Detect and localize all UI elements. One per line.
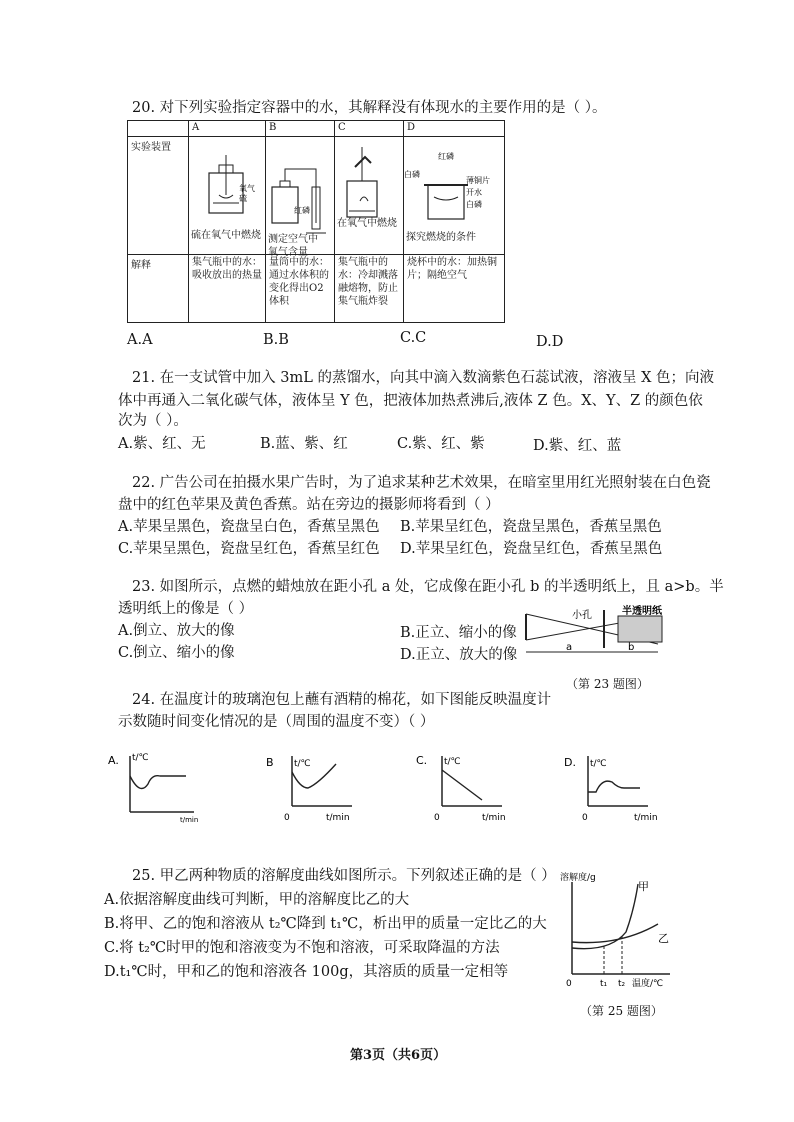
fig25-ylabel: 溶解度/g <box>560 873 596 883</box>
label-jia: 甲 <box>638 880 649 893</box>
fig-d <box>404 137 505 255</box>
q24-graph-c[interactable] <box>416 748 526 828</box>
graph-c-ylabel: t/℃ <box>444 757 461 767</box>
graph-a-ylabel: t/℃ <box>132 753 149 763</box>
label-hot-water: 开水 <box>466 188 482 197</box>
graph-b-xlabel: t/min <box>326 813 350 823</box>
graph-a-label: A. <box>108 754 119 767</box>
fig-a <box>189 137 266 255</box>
label-yi: 乙 <box>658 932 669 945</box>
q24-line2: 示数随时间变化情况的是（周围的温度不变）（ ） <box>118 714 435 730</box>
q22-option-c[interactable]: C.苹果呈黑色，瓷盘呈红色，香蕉呈红色 <box>118 541 380 557</box>
q23-caption: （第 23 题图） <box>566 677 649 691</box>
label-t2: t₂ <box>618 979 626 989</box>
graph-c-origin: 0 <box>434 813 440 823</box>
q20-option-a[interactable]: A.A <box>127 332 153 348</box>
q25-option-c[interactable]: C.将 t₂℃时甲的饱和溶液变为不饱和溶液，可采取降温的方法 <box>104 940 500 956</box>
header-blank <box>128 121 189 137</box>
graph-d-curve <box>588 781 640 792</box>
q21-option-d[interactable]: D.紫、红、蓝 <box>533 438 622 454</box>
q22-option-b[interactable]: B.苹果呈红色，瓷盘呈黑色，香蕉呈黑色 <box>400 519 662 535</box>
caption-a: 硫在氧气中燃烧 <box>191 230 261 241</box>
graph-c-label: C. <box>416 754 428 767</box>
curve-jia <box>572 884 638 949</box>
q24-graph-a[interactable] <box>108 748 218 828</box>
q22-option-d[interactable]: D.苹果呈红色，瓷盘呈红色，香蕉呈黑色 <box>400 541 663 557</box>
graph-b-origin: 0 <box>284 813 290 823</box>
label-t1: t₁ <box>600 979 608 989</box>
q20-option-c[interactable]: C.C <box>400 330 427 346</box>
label-d-white-phosphorus-bottom: 白磷 <box>466 200 482 209</box>
q24-graph-d[interactable] <box>564 748 674 828</box>
q24-graph-b[interactable] <box>266 748 376 828</box>
row-label-explain: 解释 <box>128 255 189 323</box>
caption-d: 探究燃烧的条件 <box>406 232 476 243</box>
fig-c <box>335 137 404 255</box>
graph-d-label: D. <box>564 756 576 769</box>
explain-b: 量筒中的水：通过水体积的变化得出O2体积 <box>266 255 335 323</box>
caption-b: 测定空气中氧气含量 <box>268 234 318 258</box>
explain-d: 烧杯中的水：加热铜片；隔绝空气 <box>404 255 505 323</box>
q24-line1: 24. 在温度计的玻璃泡包上蘸有酒精的棉花，如下图能反映温度计 <box>132 692 552 708</box>
header-a: A <box>189 121 266 137</box>
graph-d-xlabel: t/min <box>634 813 658 823</box>
q21-option-a[interactable]: A.紫、红、无 <box>118 436 206 452</box>
q23-figure <box>518 606 678 666</box>
header-d: D <box>404 121 505 137</box>
q22-line2: 盘中的红色苹果及黄色香蕉。站在旁边的摄影师将看到（ ） <box>118 497 500 513</box>
q22-line1: 22. 广告公司在拍摄水果广告时，为了追求某种艺术效果，在暗室里用红光照射装在白色瓷 <box>132 475 711 491</box>
curve-yi <box>572 924 658 943</box>
q23-option-c[interactable]: C.倒立、缩小的像 <box>118 645 235 661</box>
q25-option-d[interactable]: D.t₁℃时，甲和乙的饱和溶液各 100g，其溶质的质量一定相等 <box>104 964 509 980</box>
page-footer: 第3页（共6页） <box>350 1048 447 1063</box>
explain-a: 集气瓶中的水：吸收放出的热量 <box>189 255 266 323</box>
label-paper: 半透明纸 <box>622 606 662 617</box>
fig25-origin: 0 <box>566 979 572 989</box>
fig-c-drawing <box>335 137 397 255</box>
q25-caption: （第 25 题图） <box>580 1004 663 1018</box>
caption-c: 在氧气中燃烧 <box>337 218 397 229</box>
q23-line2: 透明纸上的像是（ ） <box>118 601 254 617</box>
q20-option-d[interactable]: D.D <box>536 334 564 350</box>
q23-option-a[interactable]: A.倒立、放大的像 <box>118 623 235 639</box>
header-c: C <box>335 121 404 137</box>
label-d-white-phosphorus: 白磷 <box>404 170 420 179</box>
graph-b-label: B <box>266 756 274 769</box>
label-b: b <box>628 642 635 653</box>
header-b: B <box>266 121 335 137</box>
graph-d-origin: 0 <box>582 813 588 823</box>
label-sulfur: 硫 <box>239 194 247 203</box>
q25-line1: 25. 甲乙两种物质的溶解度曲线如图所示。下列叙述正确的是（ ） <box>132 868 556 884</box>
q25-option-b[interactable]: B.将甲、乙的饱和溶液从 t₂℃降到 t₁℃，析出甲的质量一定比乙的大 <box>104 916 547 932</box>
graph-a-curve <box>130 776 186 789</box>
q20-stem: 20. 对下列实验指定容器中的水，其解释没有体现水的主要作用的是（ ）。 <box>132 100 607 116</box>
explain-c: 集气瓶中的水：冷却溅落融熔物，防止集气瓶炸裂 <box>335 255 404 323</box>
q21-line1: 21. 在一支试管中加入 3mL 的蒸馏水，向其中滴入数滴紫色石蕊试液，溶液呈 X 色；向液 <box>132 370 715 386</box>
graph-d-ylabel: t/℃ <box>590 759 607 769</box>
q21-line2: 体中再通入二氧化碳气体，液体呈 Y 色，把液体加热煮沸后,液体 Z 色。X、Y、Z 的颜色依 <box>118 393 703 409</box>
label-oxygen: 氧气 <box>239 184 255 193</box>
q22-option-a[interactable]: A.苹果呈黑色，瓷盘呈白色，香蕉呈黑色 <box>118 519 380 535</box>
q21-line3: 次为（ ）。 <box>118 413 188 429</box>
label-d-red-phosphorus: 红磷 <box>438 152 454 161</box>
q20-option-b[interactable]: B.B <box>263 332 289 348</box>
label-red-phosphorus: 红磷 <box>294 206 310 215</box>
q23-option-b[interactable]: B.正立、缩小的像 <box>400 625 517 641</box>
row-label-device: 实验装置 <box>128 137 189 255</box>
label-copper: 薄铜片 <box>466 176 490 185</box>
q20-table <box>127 120 505 323</box>
graph-a-xlabel: t/min <box>180 816 199 824</box>
q23-option-d[interactable]: D.正立、放大的像 <box>400 647 518 663</box>
q25-figure <box>560 866 680 996</box>
fig-b <box>266 137 335 258</box>
graph-b-ylabel: t/℃ <box>294 759 311 769</box>
q25-option-a[interactable]: A.依据溶解度曲线可判断，甲的溶解度比乙的大 <box>104 892 410 908</box>
label-hole: 小孔 <box>572 610 592 621</box>
label-a: a <box>566 642 573 653</box>
fig25-xlabel: 温度/℃ <box>632 979 664 989</box>
q21-option-b[interactable]: B.蓝、紫、红 <box>260 436 348 452</box>
graph-c-xlabel: t/min <box>482 813 506 823</box>
q21-option-c[interactable]: C.紫、红、紫 <box>397 436 485 452</box>
graph-c-curve <box>442 770 482 800</box>
q23-line1: 23. 如图所示，点燃的蜡烛放在距小孔 a 处，它成像在距小孔 b 的半透明纸上，且 a>b。半 <box>132 579 724 595</box>
